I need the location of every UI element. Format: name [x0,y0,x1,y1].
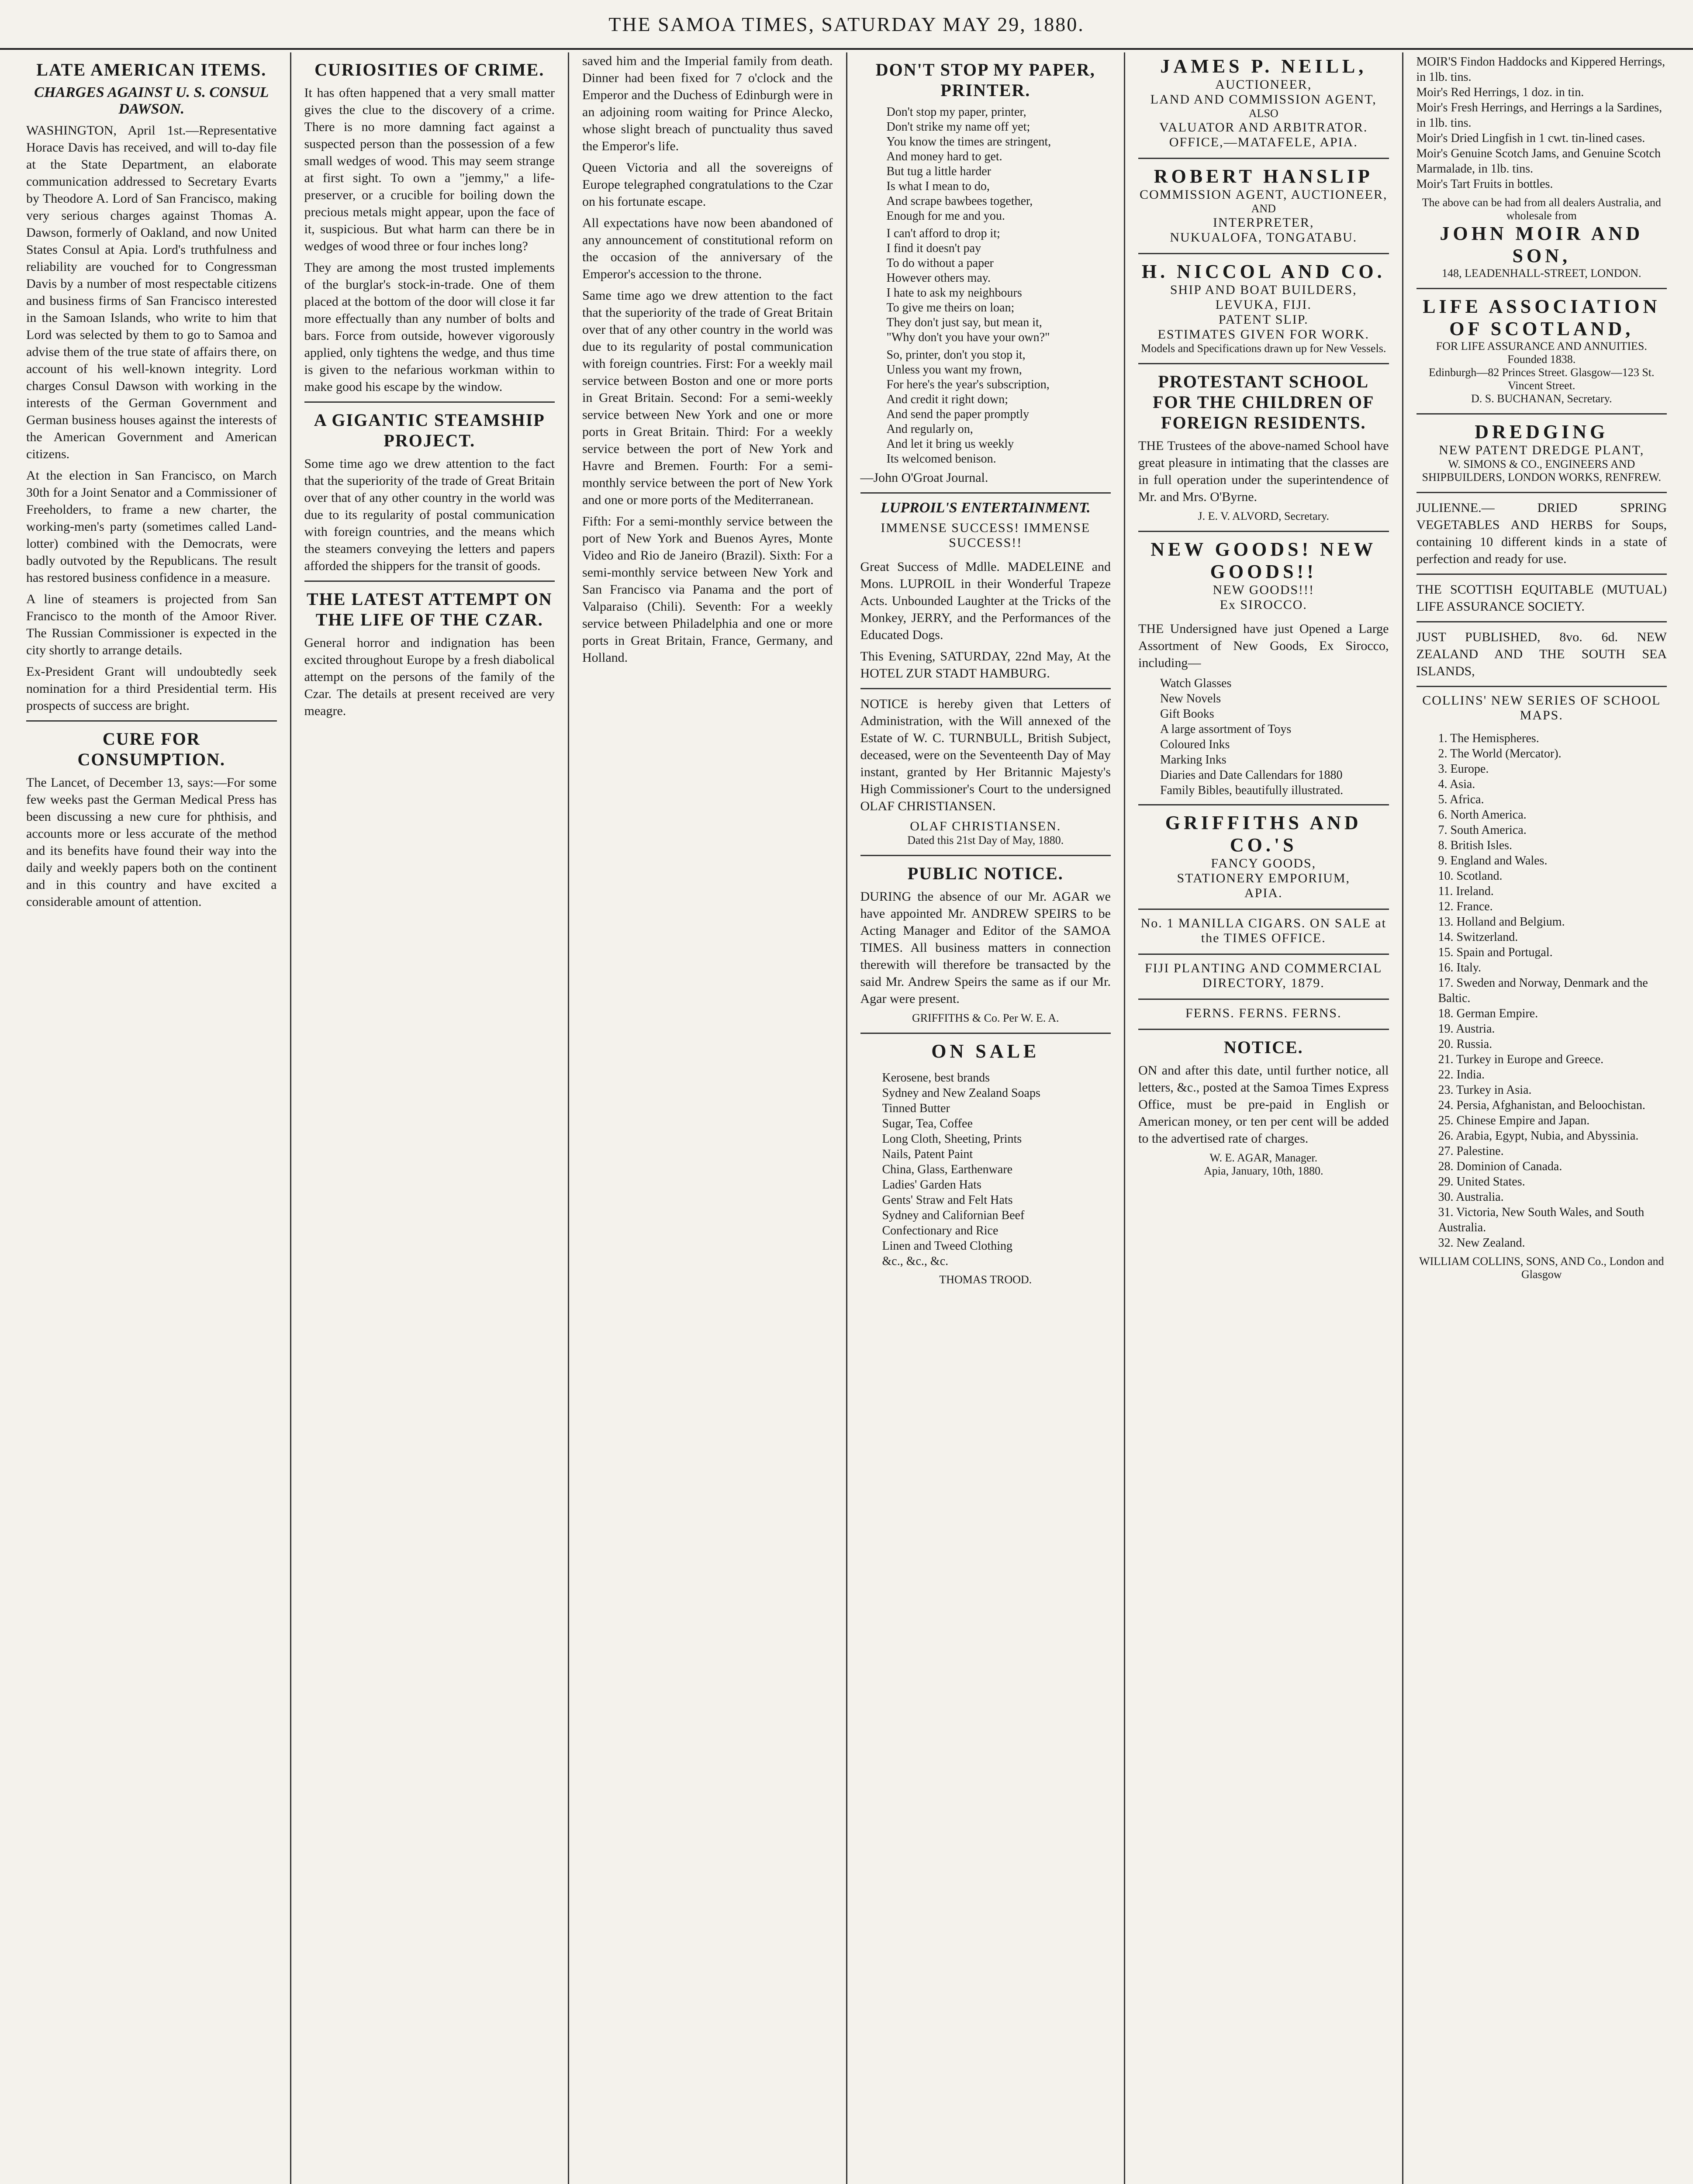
divider [860,1033,1111,1034]
advert-line: D. S. BUCHANAN, Secretary. [1471,392,1612,405]
signature: J. E. V. ALVORD, Secretary. [1198,510,1329,522]
advert-line: Moir's Dried Lingfish in 1 cwt. tin-lined cases. [1416,131,1645,145]
advert-line: LEVUKA, FIJI. [1215,297,1312,312]
divider [1417,574,1667,575]
map-item: 16. Italy. [1438,961,1481,975]
column-6 [1403,52,1680,2184]
advert-niccol [1138,260,1389,355]
article-paragraph: Ex-President Grant will undoubtedly seek nomination for a third Presidential term. His prospects of success are bright. [26,664,277,713]
sale-item: China, Glass, Earthenware [882,1163,1013,1176]
advert-line: LAND AND COMMISSION AGENT, [1150,92,1377,107]
article-paragraph: Great Success of Mdlle. MADELEINE and Mons. LUPROIL in their Wonderful Trapeze Acts. Unbounded Laughter at the Tricks of the Monkey, JERRY, and the Performances of the Educated Dogs. [860,560,1111,642]
map-item: 24. Persia, Afghanistan, and Beloochistan. [1438,1099,1645,1112]
poem-line: For here's the year's subscription, [886,378,1050,391]
advert-moir [1417,196,1667,280]
sale-item: Sydney and New Zealand Soaps [882,1086,1040,1100]
poem-line: To do without a paper [886,256,994,270]
poem-line: And send the paper promptly [886,408,1030,421]
sale-item: Ladies' Garden Hats [882,1178,981,1192]
divider [304,581,555,582]
advert-line: AUCTIONEER, [1215,77,1312,92]
sale-item: Sydney and Californian Beef [882,1209,1025,1222]
advert-dredging [1417,421,1667,484]
divider [1138,804,1389,805]
advert-line: The above can be had from all dealers Australia, and wholesale from [1422,196,1661,222]
subhead-consul-dawson: CHARGES AGAINST U. S. CONSUL DAWSON. [34,84,269,117]
divider [1417,288,1667,289]
signature: W. E. AGAR, Manager. [1209,1151,1318,1164]
signature: THOMAS TROOD. [939,1273,1032,1286]
advert-line: 148, LEADENHALL-STREET, LONDON. [1441,267,1641,280]
divider [1417,492,1667,493]
advert-title: JAMES P. NEILL, [1160,55,1367,77]
headline-notice: NOTICE. [1223,1037,1303,1057]
poem-line: I hate to ask my neighbours [886,286,1022,300]
map-item: 15. Spain and Portugal. [1438,946,1553,959]
advert-title: ROBERT HANSLIP [1154,166,1373,187]
map-item: 11. Ireland. [1438,885,1494,898]
poem-line: Is what I mean to do, [886,180,990,193]
map-item: 1. The Hemispheres. [1438,732,1539,745]
signature-block [1417,1255,1667,1281]
divider [304,401,555,403]
advert-cigars [1138,916,1389,946]
sale-item: Tinned Butter [882,1102,950,1115]
signature: GRIFFITHS & Co. Per W. E. A. [912,1012,1059,1024]
notice-paragraph: DURING the absence of our Mr. AGAR we have appointed Mr. ANDREW SPEIRS to be Acting Manager and Editor of the SAMOA TIMES. All business matters in connection therewith will therefore be transacted by the said Mr. Andrew Speirs the same as if our Mr. Agar were present. [860,889,1111,1006]
on-sale-heading [860,1040,1111,1062]
sale-item: Gents' Straw and Felt Hats [882,1193,1013,1207]
goods-item: Coloured Inks [1160,738,1230,751]
advert-paragraph: JULIENNE.— DRIED SPRING VEGETABLES AND HERBS for Soups, containing 10 different kinds in a state of perfection and ready for use. [1416,501,1667,566]
headline-entertainment: LUPROIL'S ENTERTAINMENT. [881,500,1091,516]
article-paragraph: They are among the most trusted implements of the burglar's stock-in-trade. One of them placed at the bottom of the door will close it far more effectually than any number of bolts and bars. Force from outside, however vigorously applied, only tightens the wedge, and thus time is given to the nefarious workman within to make good his escape by the window. [304,260,555,394]
advert-paragraph: JUST PUBLISHED, 8vo. 6d. NEW ZEALAND AND THE SOUTH SEA ISLANDS, [1416,630,1667,678]
notice-paragraph: THE Undersigned have just Opened a Large Assortment of New Goods, Ex Sirocco, including— [1138,622,1389,670]
signature-block [860,1273,1111,1286]
sale-item: Sugar, Tea, Coffee [882,1117,973,1130]
advert-title: DREDGING [1475,421,1609,442]
map-item: 17. Sweden and Norway, Denmark and the Baltic. [1438,976,1648,1005]
headline-curiosities-of-crime: CURIOSITIES OF CRIME. [314,60,545,79]
advert-title: LIFE ASSOCIATION OF SCOTLAND, [1423,296,1661,339]
poem-line: To give me theirs on loan; [886,301,1015,314]
divider [1138,1029,1389,1030]
advert-line: NUKUALOFA, TONGATABU. [1170,230,1358,245]
poem-line: I find it doesn't pay [886,242,981,255]
advert-line: Moir's Fresh Herrings, and Herrings a la Sardines, in 1lb. tins. [1416,101,1662,130]
notice-paragraph: NOTICE is hereby given that Letters of Administration, with the Will annexed of the Estate of W. C. TURNBULL, British Subject, deceased, were on the Seventeenth Day of May instant, granted by Her Britannic Majesty's High Commissioner's Court to the undersigned OLAF CHRISTIANSEN. [860,697,1111,813]
poem-line: You know the times are stringent, [886,135,1051,149]
advert-line: W. SIMONS & CO., ENGINEERS AND SHIPBUILDERS, LONDON WORKS, RENFREW. [1422,458,1661,484]
advert-line: Edinburgh—82 Princes Street. Glasgow—123 St. Vincent Street. [1428,366,1655,392]
advert-title: GRIFFITHS AND CO.'S [1165,812,1362,856]
poem-line: However others may. [886,271,991,285]
poem-line: Don't stop my paper, printer, [886,105,1026,119]
poem-line: And credit it right down; [886,393,1008,406]
goods-item: Watch Glasses [1160,677,1232,690]
signature-block [1138,1151,1389,1178]
poem-line: Unless you want my frown, [886,363,1022,377]
signature: WILLIAM COLLINS, SONS, AND Co., London and Glasgow [1419,1255,1664,1281]
goods-item: A large assortment of Toys [1160,722,1292,736]
divider [1138,158,1389,159]
advert-line: OFFICE,—MATAFELE, APIA. [1169,135,1358,149]
map-item: 29. United States. [1438,1175,1525,1189]
poem-stanza [860,105,1111,224]
advert-line: FIJI PLANTING AND COMMERCIAL DIRECTORY, 1879. [1144,961,1382,990]
masthead: THE SAMOA TIMES, SATURDAY MAY 29, 1880. [0,0,1693,50]
divider [860,492,1111,494]
poem-credit: —John O'Groat Journal. [860,470,988,485]
sale-item: &c., &c., &c. [882,1254,949,1268]
article-paragraph: All expectations have now been abandoned of any announcement of constitutional reform on the occasion of the anniversary of the Emperor's accession to the throne. [582,216,833,281]
advert-griffiths [1138,812,1389,901]
advert-line: No. 1 MANILLA CIGARS. ON SALE at the TIMES OFFICE. [1140,916,1386,945]
article-paragraph: At the election in San Francisco, on March 30th for a Joint Senator and a Commissioner of Freeholders, to frame a new charter, the working-men's party (sometimes called Land-lotter) combined with the Democrats, were badly outvoted by the Republicans. The result has restored business confidence in a measure. [26,468,277,585]
column-4 [847,52,1126,2184]
advert-title: JOHN MOIR AND SON, [1440,223,1644,266]
poem-line: And regularly on, [886,422,973,436]
map-item: 12. France. [1438,900,1493,913]
advert-title: H. NICCOL AND CO. [1141,261,1385,282]
advert-line: AND [1251,202,1276,215]
headline-protestant-school: PROTESTANT SCHOOL FOR THE CHILDREN OF FOREIGN RESIDENTS. [1153,372,1375,432]
sale-item: Confectionary and Rice [882,1224,999,1237]
divider [1138,999,1389,1000]
map-item: 30. Australia. [1438,1190,1504,1204]
article-paragraph: Some time ago we drew attention to the fact that the superiority of the trade of Great Britain over that of any other country in the world was due to its regularity of postal communication with foreign countries, and the means which the steamers conveying the letters and papers afforded the shippers for the transit of goods. [304,456,555,573]
advert-line: FANCY GOODS, [1211,856,1316,871]
map-item: 18. German Empire. [1438,1007,1538,1020]
poem-line: Its welcomed benison. [886,452,996,466]
goods-item: Family Bibles, beautifully illustrated. [1160,784,1344,797]
article-paragraph: The Lancet, of December 13, says:—For some few weeks past the German Medical Press has been discussing a new cure for phthisis, and accounts more or less accurate of the method and its benefits have found their way into the daily and weekly papers both on the continent and in this country and have excited a considerable amount of attention. [26,775,277,909]
poem-line: And money hard to get. [886,150,1002,163]
map-item: 25. Chinese Empire and Japan. [1438,1114,1590,1127]
divider [1417,621,1667,622]
advert-neill [1138,55,1389,150]
advert-collins-maps [1417,693,1667,723]
map-item: 6. North America. [1438,808,1527,822]
divider [26,720,277,722]
map-item: 2. The World (Mercator). [1438,747,1562,760]
advert-line: COMMISSION AGENT, AUCTIONEER, [1140,187,1388,202]
poem-stanza [860,226,1111,345]
poem-stanza [860,348,1111,467]
poem-line: "Why don't you have your own?" [886,331,1050,344]
advert-line: ESTIMATES GIVEN FOR WORK. [1157,327,1369,342]
maps-list [1417,731,1667,1251]
headline-dont-stop-paper: DON'T STOP MY PAPER, PRINTER. [875,60,1095,100]
map-item: 7. South America. [1438,823,1527,837]
article-paragraph: Fifth: For a semi-monthly service between the port of New York and Buenos Ayres, Monte Video and Rio de Janeiro (Brazil). Sixth: For a semi-monthly service between New York and San Francisco via Panama and the port of Valparaiso (Chili). Seventh: For a weekly service between Philadelphia and one or more ports in Great Britain, France, Germany, and Holland. [582,514,833,665]
map-item: 20. Russia. [1438,1037,1493,1051]
goods-item: Gift Books [1160,707,1214,721]
goods-item: Marking Inks [1160,753,1227,767]
map-item: 4. Asia. [1438,778,1475,791]
headline-czar-attempt: THE LATEST ATTEMPT ON THE LIFE OF THE CZAR. [306,589,553,629]
advert-title: NEW GOODS! NEW GOODS!! [1151,539,1377,582]
divider [860,855,1111,856]
map-item: 28. Dominion of Canada. [1438,1160,1562,1173]
sale-list [860,1070,1111,1269]
advert-directory [1138,961,1389,991]
advert-line: INTERPRETER, [1213,215,1314,230]
divider [1138,909,1389,910]
article-paragraph: Queen Victoria and all the sovereigns of Europe telegraphed congratulations to the Czar on his fortunate escape. [582,160,833,209]
signature-block [860,819,1111,847]
advert-new-goods [1138,538,1389,612]
advert-line: Moir's Tart Fruits in bottles. [1416,177,1553,191]
map-item: 26. Arabia, Egypt, Nubia, and Abyssinia. [1438,1129,1639,1143]
advert-ferns [1138,1006,1389,1021]
column-5 [1125,52,1403,2184]
entertainment-banner [860,521,1111,550]
map-item: 23. Turkey in Asia. [1438,1083,1532,1097]
article-paragraph: Same time ago we drew attention to the fact that the superiority of the trade of Great Britain over that of any other country in the world was due to its regularity of postal communication with foreign countries. First: For a weekly mail service between Boston and one or more ports in Great Britain. Second: For a semi-weekly service between New York and one or more ports in Great Britain. Third: For a weekly service between the port of New York and Havre and Bremen. Fourth: For a semi-monthly service between the port of New York and one or more ports of the Mediterranean. [582,288,833,507]
advert-line: APIA. [1244,886,1283,900]
poem-line: I can't afford to drop it; [886,227,1000,240]
column-3 [569,52,847,2184]
advert-line: PATENT SLIP. [1218,312,1309,327]
signature: OLAF CHRISTIANSEN. [910,819,1061,833]
article-paragraph: A line of steamers is projected from San Francisco to the month of the Amoor River. The Russian Commissioner is expected in the city shortly to arrange details. [26,592,277,657]
advert-line: FERNS. FERNS. FERNS. [1185,1006,1342,1020]
map-item: 8. British Isles. [1438,839,1513,852]
advert-line: ALSO [1248,107,1278,120]
poem-line: So, printer, don't you stop it, [886,348,1026,362]
banner-text: IMMENSE SUCCESS! IMMENSE SUCCESS!! [881,521,1091,550]
article-paragraph: WASHINGTON, April 1st.—Representative Horace Davis has received, and will to-day file at the State Department, an elaborate communication addressed to Secretary Evarts by Theodore A. Lord of San Francisco, making very serious charges against Thomas A. Dawson, formerly of Oakland, and now United States Consul at Apia. Lord's truthfulness and reliability are vouched for to Congressman Davis by a number of most respectable citizens and business firms of San Francisco interested in the Samoan Islands, who write to him that Lord was selected by them to go to Samoa and advise them of the true state of affairs there, on account of his well-known integrity. Lord charges Consul Dawson with working in the interests of the German Government and German business houses against the interests of the American Government and American citizens. [26,123,277,461]
column-1 [13,52,291,2184]
notice-paragraph: THE Trustees of the above-named School have great pleasure in intimating that the classes are in full operation under the superintendence of Mr. and Mrs. O'Byrne. [1138,439,1389,504]
advert-line: NEW PATENT DREDGE PLANT, [1439,443,1645,457]
advert-line: FOR LIFE ASSURANCE AND ANNUITIES. Founded 1838. [1436,340,1647,366]
divider [1138,531,1389,532]
signature-block [860,1012,1111,1025]
newspaper-columns [13,52,1680,2184]
map-item: 10. Scotland. [1438,869,1503,883]
poem-line: But tug a little harder [886,165,991,178]
map-item: 32. New Zealand. [1438,1236,1525,1250]
advert-line: SHIP AND BOAT BUILDERS, [1170,283,1357,297]
sale-item: Nails, Patent Paint [882,1147,973,1161]
advert-hanslip [1138,165,1389,245]
poem-line: And scrape bawbees together, [886,194,1033,208]
advert-line: Ex SIROCCO. [1220,598,1307,612]
divider [1138,363,1389,364]
poem-line: Don't strike my name off yet; [886,120,1030,134]
map-item: 19. Austria. [1438,1022,1495,1036]
map-item: 31. Victoria, New South Wales, and South Australia. [1438,1206,1645,1234]
map-item: 22. India. [1438,1068,1485,1082]
article-paragraph: General horror and indignation has been excited throughout Europe by a fresh diabolical attempt on the persons of the family of the Czar. The details at present received are very meagre. [304,636,555,718]
goods-item: Diaries and Date Callendars for 1880 [1160,768,1343,782]
poem-line: Enough for me and you. [886,209,1005,223]
date-line: Dated this 21st Day of May, 1880. [907,834,1064,847]
divider [1138,253,1389,254]
sale-item: Long Cloth, Sheeting, Prints [882,1132,1022,1146]
headline-american-items: LATE AMERICAN ITEMS. [36,60,267,79]
divider [1417,686,1667,687]
poem-line: And let it bring us weekly [886,437,1014,451]
divider [1138,954,1389,955]
on-sale-title: ON SALE [931,1040,1040,1062]
map-item: 21. Turkey in Europe and Greece. [1438,1053,1604,1066]
advert-line: STATIONERY EMPORIUM, [1177,871,1350,885]
advert-line: NEW GOODS!!! [1213,583,1315,597]
advert-line: Moir's Red Herrings, 1 doz. in tin. [1416,86,1584,99]
article-paragraph: It has often happened that a very small matter gives the clue to the discovery of a crime. There is no more damning fact against a suspected person than the possession of a few small wedges of wood. This may seem strange at first sight. To own a "jemmy," a life-preserver, or a crucible for boiling down the precious metals might appear, upon the face of it, suspicious. But what harm can there be in wedges of wood three or four inches long? [304,86,555,253]
sale-item: Kerosene, best brands [882,1071,990,1085]
advert-line: VALUATOR AND ARBITRATOR. [1159,120,1368,135]
moir-advert-list [1417,54,1667,192]
map-item: 14. Switzerland. [1438,930,1518,944]
headline-public-notice: PUBLIC NOTICE. [907,864,1064,883]
advert-line: MOIR'S Findon Haddocks and Kippered Herrings, in 1lb. tins. [1416,55,1665,84]
date-line: Apia, January, 10th, 1880. [1204,1165,1323,1177]
advert-line: Models and Specifications drawn up for New Vessels. [1141,342,1386,355]
article-paragraph: This Evening, SATURDAY, 22nd May, At the HOTEL ZUR STADT HAMBURG. [860,649,1111,681]
map-item: 3. Europe. [1438,762,1489,776]
headline-consumption: CURE FOR CONSUMPTION. [77,729,225,769]
sale-item: Linen and Tweed Clothing [882,1239,1012,1253]
advert-paragraph: THE SCOTTISH EQUITABLE (MUTUAL) LIFE ASSURANCE SOCIETY. [1416,582,1667,614]
map-item: 13. Holland and Belgium. [1438,915,1565,929]
divider [1417,413,1667,415]
divider [860,688,1111,689]
column-2 [291,52,570,2184]
goods-item: New Novels [1160,692,1221,705]
advert-line: Moir's Genuine Scotch Jams, and Genuine Scotch Marmalade, in 1lb. tins. [1416,147,1661,176]
map-item: 5. Africa. [1438,793,1484,806]
advert-life-association [1417,295,1667,405]
headline-steamship-project: A GIGANTIC STEAMSHIP PROJECT. [314,410,545,450]
signature-block [1138,510,1389,523]
map-item: 27. Palestine. [1438,1144,1504,1158]
notice-paragraph: ON and after this date, until further notice, all letters, &c., posted at the Samoa Times Express Office, must be pre-paid in English or American money, or ten per cent will be added to the advertised rate of charges. [1138,1063,1389,1146]
poem-line: They don't just say, but mean it, [886,316,1042,329]
article-paragraph: saved him and the Imperial family from death. Dinner had been fixed for 7 o'clock and the Emperor and the Duchess of Edinburgh were in an adjoining room waiting for Prince Alecko, whose slight breach of punctuality thus saved the Emperor's life. [582,54,833,153]
map-item: 9. England and Wales. [1438,854,1548,867]
goods-list [1138,676,1389,798]
advert-title: COLLINS' NEW SERIES OF SCHOOL MAPS. [1422,693,1661,722]
